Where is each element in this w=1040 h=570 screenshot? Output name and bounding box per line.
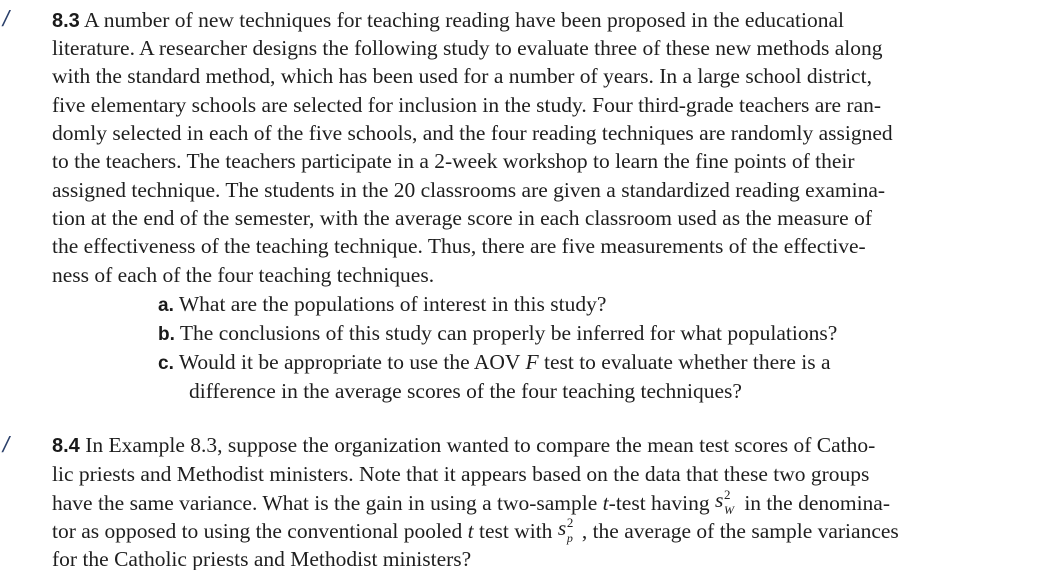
part-text: Would it be appropriate to use the AOV (178, 350, 526, 374)
part-text: The conclusions of this study can properly be inferred for what populations? (179, 321, 838, 345)
s-p-squared-symbol (557, 515, 582, 545)
margin-check-mark-icon: / (0, 432, 12, 457)
problem-text: -test having (608, 491, 715, 515)
f-symbol: F (525, 350, 539, 374)
part-text: test to evaluate whether there is a (538, 350, 831, 374)
problem-8-4-line-4 (52, 515, 899, 545)
part-text: What are the populations of interest in this study? (178, 292, 607, 316)
problem-text: tor as opposed to using the conventional pooled (52, 519, 468, 543)
t-symbol: t (467, 519, 474, 543)
symbol-subscript: W (723, 503, 734, 517)
problem-text: lic priests and Methodist ministers. Note that it appears based on the data that these two groups (52, 462, 870, 486)
problem-text: test with (473, 519, 558, 543)
problem-text: ness of each of the four teaching techniques. (52, 263, 435, 287)
part-c (158, 349, 831, 377)
part-text: difference in the average scores of the four teaching techniques? (189, 379, 742, 403)
problem-8-4-line-3 (52, 487, 891, 517)
symbol-subscript: p (566, 531, 573, 545)
problem-number: 8.3 (52, 10, 80, 32)
problem-text: literature. A researcher designs the following study to evaluate three of these new methods along (52, 36, 883, 60)
problem-text: with the standard method, which has been used for a number of years. In a large school district, (52, 64, 872, 88)
part-label: b. (158, 324, 175, 345)
symbol-s: s (714, 488, 724, 512)
t-symbol: t (602, 491, 609, 515)
problem-text: domly selected in each of the five schools, and the four reading techniques are randomly assigned (52, 121, 893, 145)
problem-text: In Example 8.3, suppose the organization wanted to compare the mean test scores of Catho- (85, 433, 876, 457)
problem-text: five elementary schools are selected for inclusion in the study. Four third-grade teachers are ran- (52, 93, 882, 117)
margin-check-mark-icon: / (0, 6, 12, 31)
problem-number: 8.4 (52, 435, 80, 457)
problem-8-4-line-1 (52, 432, 875, 459)
symbol-superscript: 2 (566, 515, 574, 530)
problem-text: A number of new techniques for teaching reading have been proposed in the educational (84, 8, 845, 32)
part-a (158, 291, 606, 319)
problem-text: in the denomina- (738, 491, 891, 515)
part-label: a. (158, 295, 174, 316)
problem-8-3-line-1 (52, 7, 844, 34)
problem-text: , the average of the sample variances (581, 519, 899, 543)
problem-text: the effectiveness of the teaching technique. Thus, there are five measurements of the effective- (52, 234, 866, 258)
problem-text: for the Catholic priests and Methodist ministers? (52, 547, 472, 570)
problem-text: to the teachers. The teachers participate in a 2-week workshop to learn the fine points of their (52, 149, 855, 173)
symbol-superscript: 2 (723, 487, 731, 502)
symbol-s: s (557, 516, 567, 540)
s-w-squared-symbol (714, 487, 739, 517)
problem-text: tion at the end of the semester, with the average score in each classroom used as the measure of (52, 206, 873, 230)
problem-text: have the same variance. What is the gain in using a two-sample (52, 491, 603, 515)
part-b (158, 320, 837, 348)
part-label: c. (158, 353, 174, 374)
problem-text: assigned technique. The students in the 20 classrooms are given a standardized reading examina- (52, 178, 886, 202)
